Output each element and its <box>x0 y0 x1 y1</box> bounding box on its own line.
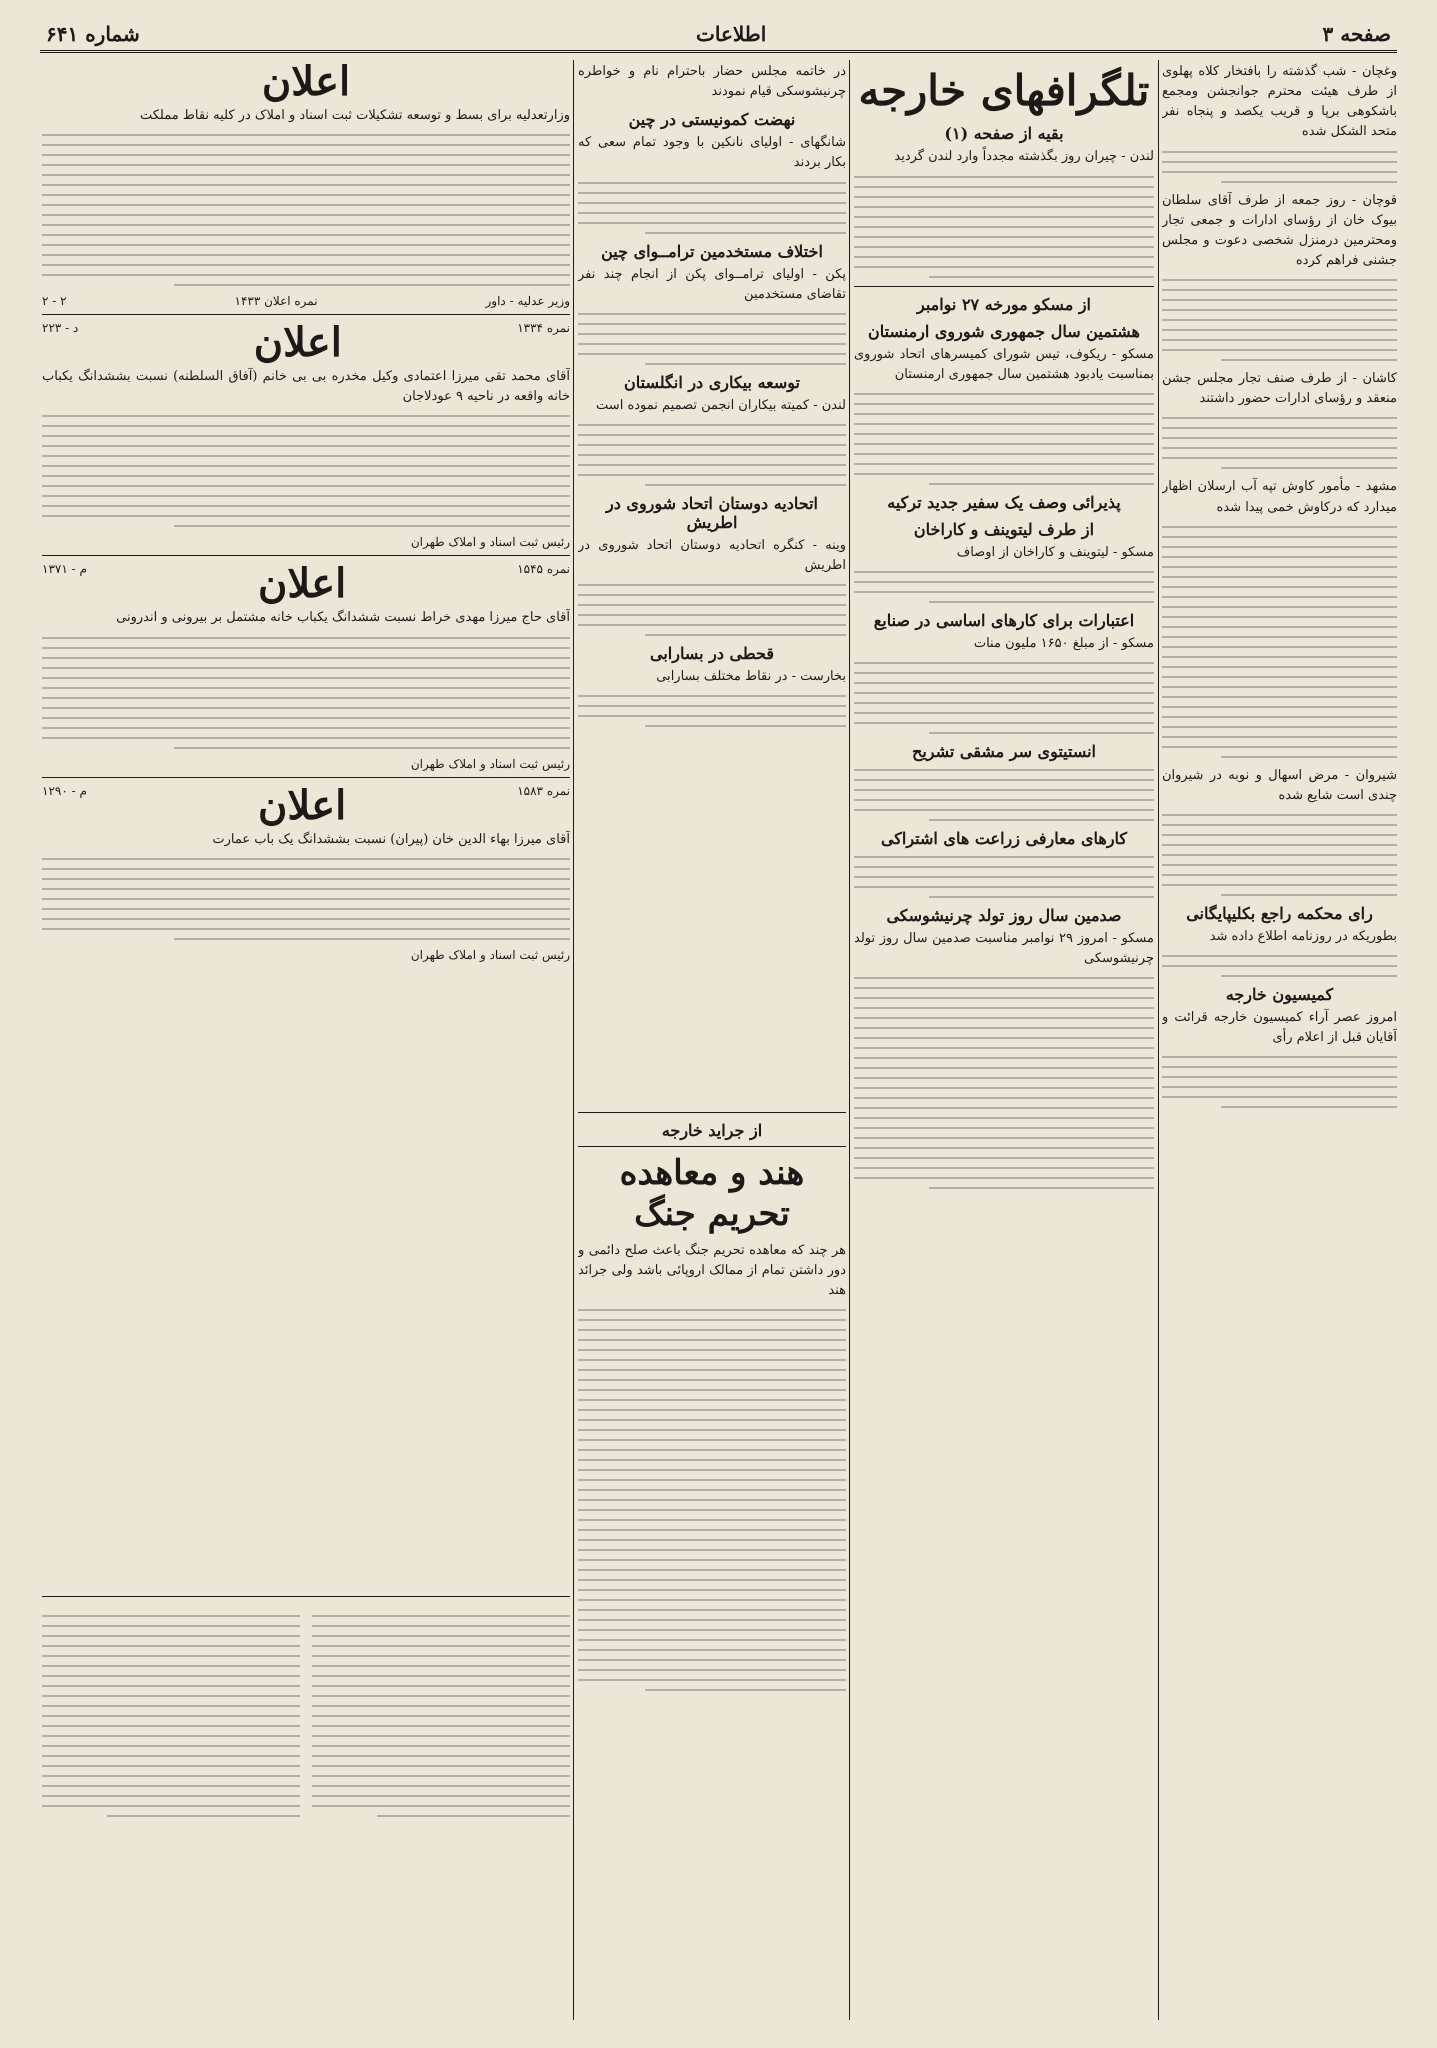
column-rule <box>849 60 850 2020</box>
ad-code: د - ۲۲۳ <box>42 321 79 336</box>
issue-number: شماره ۶۴۱ <box>46 22 140 46</box>
ad-number: نمره ۱۵۴۵ <box>517 562 570 577</box>
paragraph: شیروان - مرض اسهال و نوبه در شیروان چندی است شایع شده <box>1162 767 1397 803</box>
ad-number: نمره ۱۳۳۴ <box>517 321 570 336</box>
paragraph: بخارست - در نقاط مختلف بسارابی <box>656 669 846 685</box>
ad-title: اعلان <box>257 560 347 608</box>
ad-sign: رئیس ثبت اسناد و املاک طهران <box>410 756 570 771</box>
section-heading: رای محکمه راجع بکلیپایگانی <box>1186 903 1373 923</box>
ad-title: اعلان <box>257 781 347 829</box>
paragraph: لندن - کمیته بیکاران انجمن تصمیم نموده است <box>596 397 846 413</box>
page-header <box>40 18 1397 53</box>
paragraph: قوچان - روز جمعه از طرف آقای سلطان بیوک خان از رؤسای ادارات و جمعی تجار ومحترمین درمنزل شخصی دعوت و مجلس جشنی فراهم کرده <box>1162 192 1397 268</box>
section-heading: بقیه از صفحه (۱) <box>944 124 1064 144</box>
ad-body: وزارتعدلیه برای بسط و توسعه تشکیلات ثبت اسناد و املاک در کلیه نقاط مملکت <box>139 108 570 123</box>
paragraph: کاشان - از طرف صنف تجار مجلس جشن منعقد و رؤسای ادارات حضور داشتند <box>1162 371 1397 407</box>
ad-code: م - ۱۳۷۱ <box>42 562 87 577</box>
ad-block <box>42 562 570 770</box>
section-heading: قحطی در بسارابی <box>650 644 774 664</box>
ad-number: نمره اعلان ۱۴۳۳ <box>234 294 318 309</box>
paragraph: پکن - اولیای ترامــوای پکن از انجام چند نفر تقاضای مستخدمین <box>578 266 846 302</box>
ad-body: آقای محمد تقی میرزا اعتمادی وکیل مخدره بی بی خانم (آفاق السلطنه) نسبت بششدانگ یکباب خانه واقعه در ناحیه ۹ عودلاجان <box>42 369 570 405</box>
column-3-lower <box>578 1106 846 2016</box>
column-4-ads <box>42 60 570 1580</box>
ad-block <box>42 60 570 308</box>
section-heading: کارهای معارفی زراعت های اشتراکی <box>880 829 1128 849</box>
paragraph: بطوریکه در روزنامه اطلاع داده شد <box>1209 928 1397 944</box>
ad-body: آقای میرزا بهاء الدین خان (پیران) نسبت بششدانگ یک باب عمارت <box>212 831 570 847</box>
ad-code: م - ۱۲۹۰ <box>42 783 87 798</box>
page-number: صفحه ۳ <box>1322 22 1391 46</box>
section-title: تلگرافهای خارجه <box>858 66 1150 115</box>
column-4-lower <box>42 1590 570 2020</box>
paragraph: امروز عصر آراء کمیسیون خارجه قرائت و آقایان قبل از اعلام رأی <box>1162 1010 1397 1046</box>
ad-title: اعلان <box>253 319 342 367</box>
paragraph: هر چند که معاهده تحریم جنگ باعث صلح دائمی و دور داشتن تمام از ممالک اروپائی باشد ولی جرائد هند <box>578 1242 846 1298</box>
section-heading: کمیسیون خارجه <box>1225 985 1334 1005</box>
paragraph: مسکو - از مبلغ ۱۶۵۰ ملیون منات <box>973 635 1154 651</box>
paragraph: وینه - کنگره اتحادیه دوستان اتحاد شوروی در اطریش <box>578 537 846 574</box>
section-heading: پذیرائی وصف یک سفیر جدید ترکیه <box>887 492 1121 512</box>
column-3 <box>578 60 846 1090</box>
column-1 <box>1162 60 1397 2020</box>
ad-title: اعلان <box>261 60 351 105</box>
section-heading: اختلاف مستخدمین ترامــوای چین <box>601 241 823 261</box>
ad-sign: رئیس ثبت اسناد و املاک طهران <box>410 535 570 550</box>
section-heading: نهضت کمونیستی در چین <box>628 110 796 130</box>
paragraph: مسکو - لیتوینف و کاراخان از اوصاف <box>956 544 1154 560</box>
paragraph: وغچان - شب گذشته را بافتخار کلاه پهلوی از طرف هیئت محترم جوانجشن ومجمع باشکوهی برپا و قریب یکصد و پنجاه نفر متحد الشکل شده <box>1162 64 1397 140</box>
paragraph: لندن - چیران روز بگذشته مجدداً وارد لندن گردید <box>894 149 1154 165</box>
section-heading: اعتبارات برای کارهای اساسی در صنایع <box>873 610 1135 630</box>
ad-sign: وزیر عدلیه - داور <box>485 294 570 309</box>
ad-sign: رئیس ثبت اسناد و املاک طهران <box>410 947 570 962</box>
ad-body: آقای حاج میرزا مهدی خراط نسبت ششدانگ یکباب خانه مشتمل بر بیرونی و اندرونی <box>116 610 570 626</box>
paragraph: مشهد - مأمور کاوش تپه آب ارسلان اظهار میدارد که درکاوش خمی پیدا شده <box>1162 479 1397 515</box>
ad-block <box>42 781 570 962</box>
section-heading: صدمین سال روز تولد چرنیشوسکی <box>886 906 1122 926</box>
section-heading: هشتمین سال جمهوری شوروی ارمنستان <box>868 321 1140 341</box>
article-title: هند و معاهده تحریم جنگ <box>619 1153 805 1234</box>
paragraph: مسکو - امروز ۲۹ نوامبر مناسبت صدمین سال روز تولد چرنیشوسکی <box>854 931 1154 967</box>
ad-block <box>42 321 570 549</box>
section-heading: اتحادیه دوستان اتحاد شوروی در اطریش <box>606 493 818 532</box>
column-2 <box>854 60 1154 2020</box>
ad-number: نمره ۱۵۸۳ <box>517 783 570 798</box>
section-heading: توسعه بیکاری در انگلستان <box>624 372 800 392</box>
paragraph: در خاتمه مجلس حضار باحترام نام و خواطره چرنیشوسکی قیام نمودند <box>578 64 846 100</box>
section-heading: از طرف لیتوینف و کاراخان <box>913 519 1095 539</box>
column-rule <box>1158 60 1159 2020</box>
paper-name: اطلاعات <box>696 22 767 46</box>
section-heading: انستیتوی سر مشقی تشریح <box>912 742 1096 762</box>
paragraph: مسکو - ریکوف، تیس شورای کمیسرهای اتحاد شوروی بمناسبت یادبود هشتمین سال جمهوری ارمنستان <box>854 346 1154 382</box>
section-heading: از جراید خارجه <box>661 1121 763 1140</box>
ad-code: ۲ - ۲ <box>42 294 67 309</box>
section-heading: از مسکو مورخه ۲۷ نوامبر <box>916 294 1091 314</box>
paragraph: شانگهای - اولیای نانکین با وجود تمام سعی که بکار بردند <box>578 135 846 171</box>
column-rule <box>573 60 574 2020</box>
